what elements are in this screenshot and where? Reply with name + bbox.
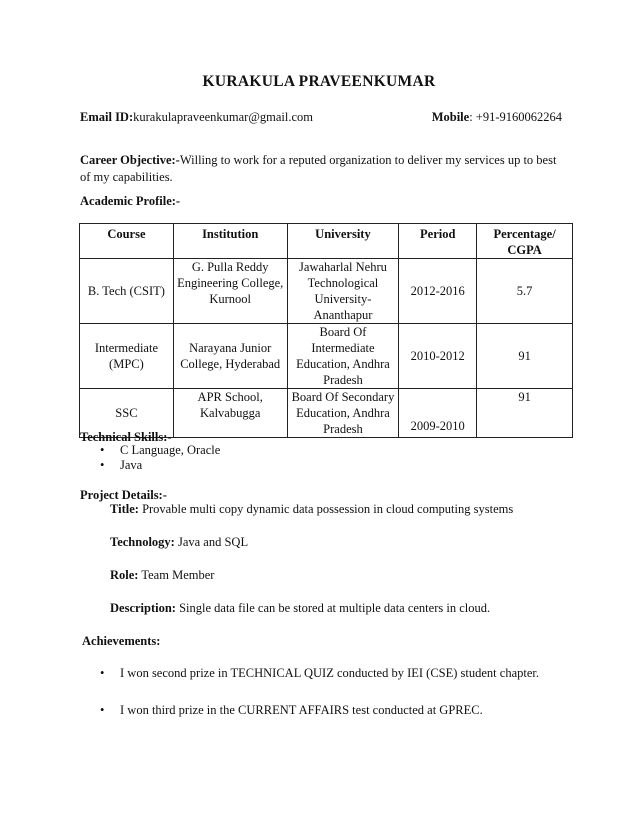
mobile-label: Mobile bbox=[431, 110, 470, 124]
cell-university: Jawaharlal Nehru Technological University- Ananthapur bbox=[287, 259, 399, 324]
project-heading: Project Details:- bbox=[80, 488, 167, 502]
cell-university: Board Of Secondary Education, Andhra Pradesh bbox=[287, 389, 399, 438]
cell-period: 2009-2010 bbox=[399, 389, 477, 438]
cell-institution: G. Pulla Reddy Engineering College, Kurnool bbox=[173, 259, 287, 324]
table-row bbox=[80, 324, 573, 389]
project-title-value: Provable multi copy dynamic data possession in cloud computing systems bbox=[142, 502, 514, 516]
academic-table bbox=[79, 223, 573, 438]
career-objective bbox=[80, 152, 564, 186]
cell-course: SSC bbox=[80, 389, 174, 438]
cell-period: 2012-2016 bbox=[399, 259, 477, 324]
list-item: • I won second prize in TECHNICAL QUIZ conducted by IEI (CSE) student chapter. bbox=[100, 666, 539, 681]
project-role-label: Role: bbox=[110, 568, 139, 582]
list-item: • I won third prize in the CURRENT AFFAIRS test conducted at GPREC. bbox=[100, 703, 539, 718]
skills-list bbox=[100, 443, 220, 473]
cell-university: Board Of Intermediate Education, Andhra Pradesh bbox=[287, 324, 399, 389]
project-technology bbox=[110, 535, 248, 550]
skills-heading: Technical Skills:- bbox=[80, 430, 172, 444]
cell-percentage: 91 bbox=[477, 324, 573, 389]
col-university: University bbox=[287, 224, 399, 259]
objective-label: Career Objective:- bbox=[80, 153, 180, 167]
project-description bbox=[110, 601, 490, 616]
mobile-value: : +91-9160062264 bbox=[469, 110, 562, 124]
project-role-value: Team Member bbox=[141, 568, 215, 582]
col-institution: Institution bbox=[173, 224, 287, 259]
cell-course: B. Tech (CSIT) bbox=[80, 259, 174, 324]
mobile-line bbox=[432, 110, 562, 125]
list-item: • Java bbox=[100, 458, 220, 473]
cell-institution: Narayana Junior College, Hyderabad bbox=[173, 324, 287, 389]
cell-percentage: 5.7 bbox=[477, 259, 573, 324]
candidate-name: KURAKULA PRAVEENKUMAR bbox=[202, 73, 436, 90]
email-label: Email ID: bbox=[80, 110, 134, 124]
cell-course: Intermediate (MPC) bbox=[80, 324, 174, 389]
list-item: • C Language, Oracle bbox=[100, 443, 220, 458]
achievements-heading: Achievements: bbox=[82, 634, 161, 648]
cell-percentage: 91 bbox=[477, 389, 573, 438]
col-percentage: Percentage/ CGPA bbox=[477, 224, 573, 259]
project-title bbox=[110, 502, 513, 517]
table-header-row bbox=[80, 224, 573, 259]
email-value: kurakulapraveenkumar@gmail.com bbox=[133, 110, 313, 124]
achievements-list bbox=[100, 666, 539, 740]
academic-heading: Academic Profile:- bbox=[80, 194, 181, 208]
email-line bbox=[80, 110, 313, 125]
cell-institution: APR School, Kalvabugga bbox=[173, 389, 287, 438]
project-title-label: Title: bbox=[110, 502, 139, 516]
project-tech-value: Java and SQL bbox=[177, 535, 249, 549]
objective-text: Willing to work for a reputed organization to deliver my services up to best of my capabilities. bbox=[80, 153, 557, 184]
cell-period: 2010-2012 bbox=[399, 324, 477, 389]
col-period: Period bbox=[399, 224, 477, 259]
project-desc-value: Single data file can be stored at multiple data centers in cloud. bbox=[179, 601, 491, 615]
table-row bbox=[80, 259, 573, 324]
project-role bbox=[110, 568, 214, 583]
project-desc-label: Description: bbox=[110, 601, 176, 615]
project-tech-label: Technology: bbox=[110, 535, 175, 549]
col-course: Course bbox=[80, 224, 174, 259]
